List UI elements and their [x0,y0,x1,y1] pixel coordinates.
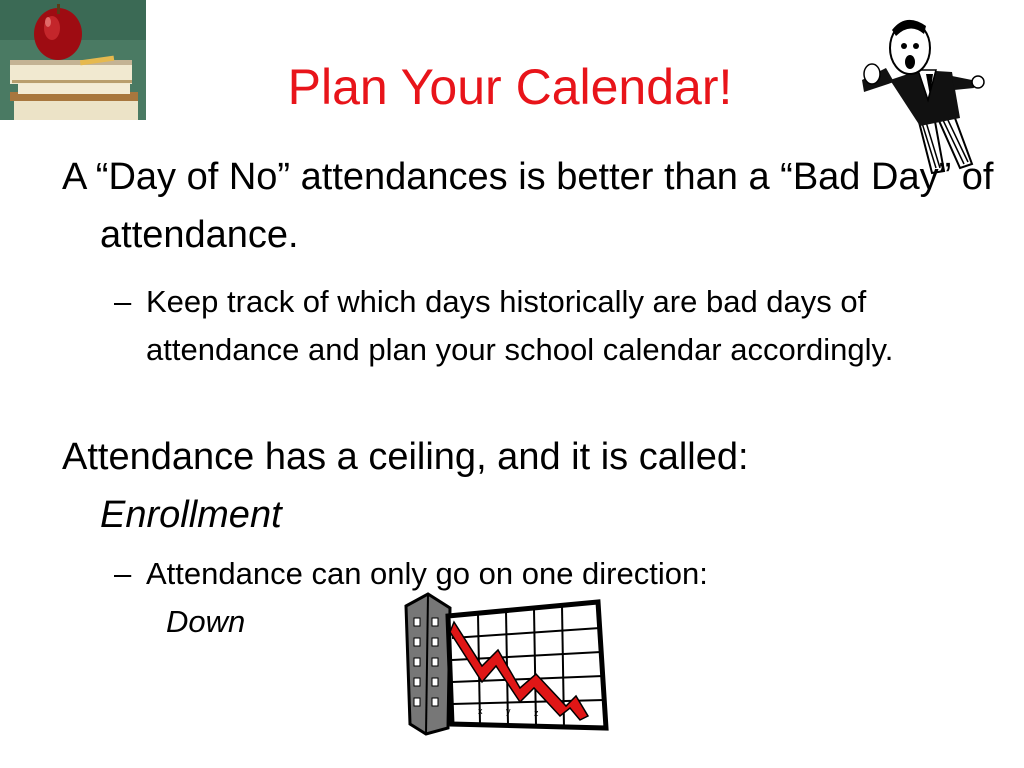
bullet-attendance-ceiling [62,428,1000,544]
enrollment-emphasis: Enrollment [100,494,282,536]
dash-marker: – [114,284,132,319]
bullet-day-of-no: A “Day of No” attendances is better than a “Bad Day” of attendance. [62,156,994,256]
sub-bullet-text: Attendance can only go on one direction: [146,556,708,591]
sub-bullet-track-days [114,278,1006,374]
declining-chart-image [398,588,612,738]
apple-books-image [0,0,146,120]
sub-bullet-text: Keep track of which days historically are bad days of attendance and plan your school calendar accordingly. [146,284,894,367]
axis-letter-y: y [506,706,511,716]
dash-marker: – [114,556,132,591]
axis-letter-z: z [534,708,539,718]
slide-title: Plan Your Calendar! [287,59,733,115]
axis-letter-x: x [478,706,483,716]
down-emphasis: Down [166,604,246,639]
bullet-text: Attendance has a ceiling, and it is called: [62,436,749,478]
